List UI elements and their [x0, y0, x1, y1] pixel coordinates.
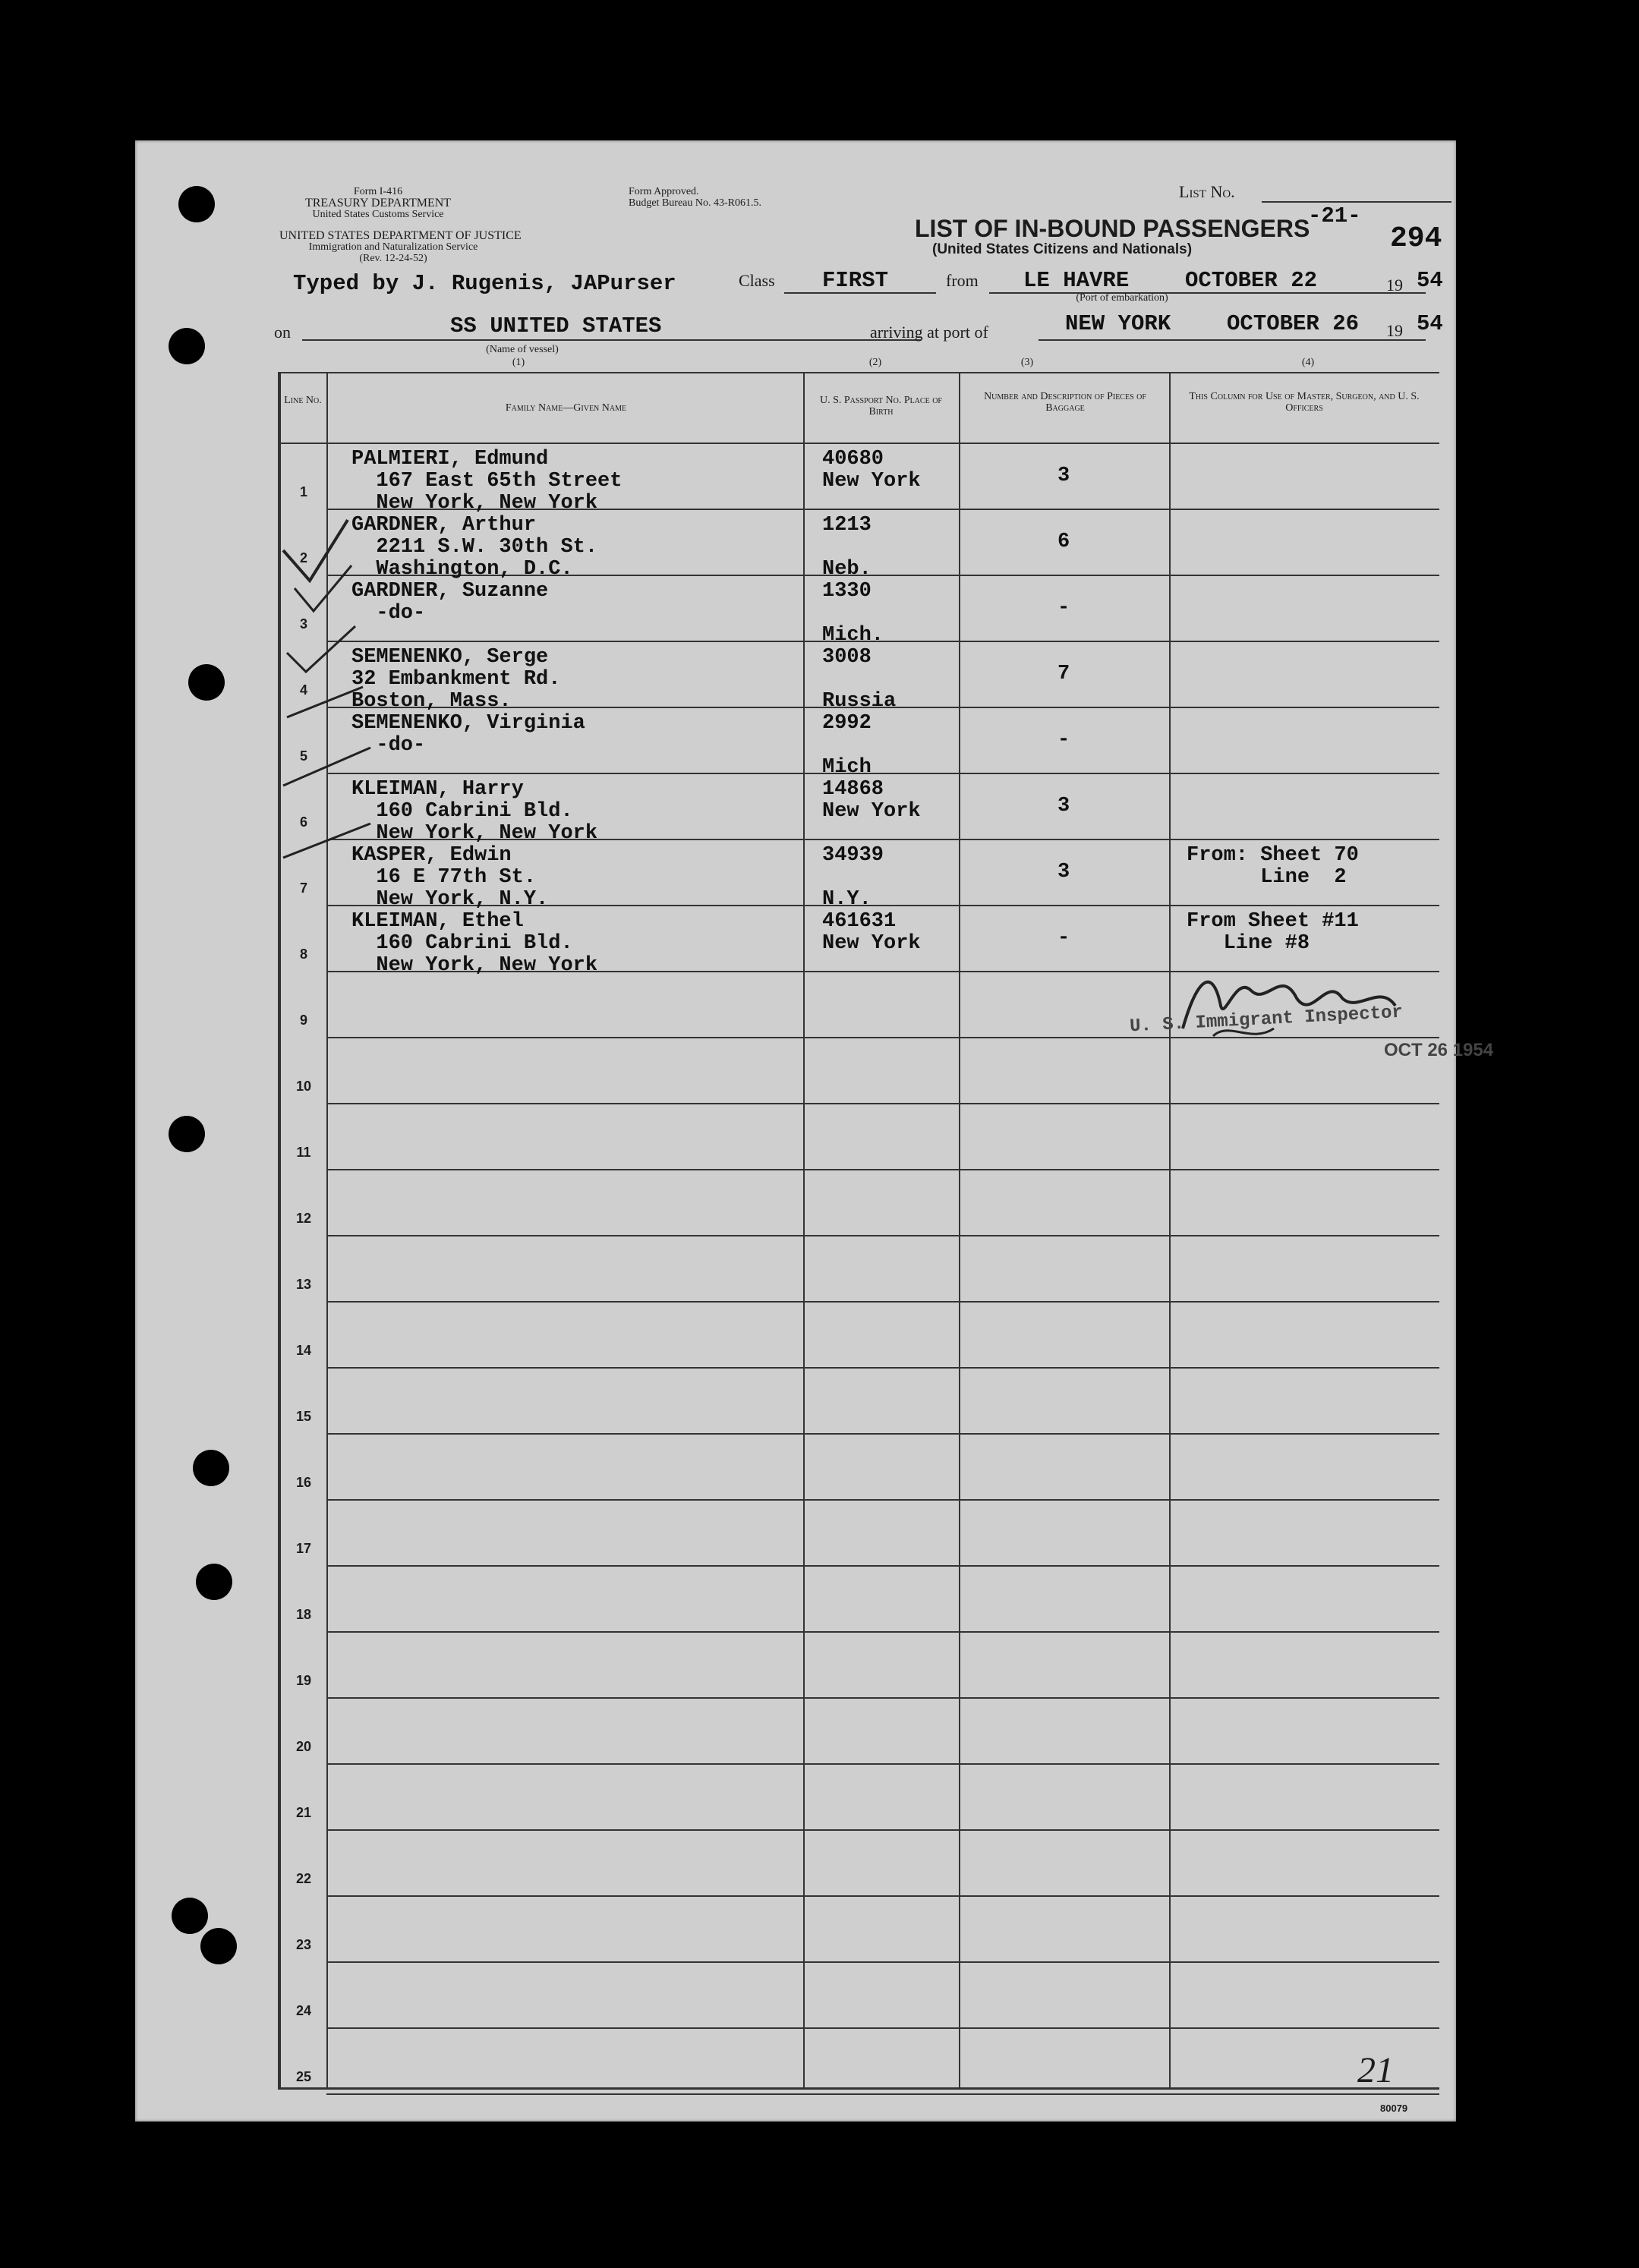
arrival-underline — [1039, 339, 1426, 341]
baggage-count: 6 — [1057, 531, 1070, 553]
arrival-date: OCTOBER 26 — [1227, 311, 1360, 336]
row-separator — [326, 2027, 1439, 2029]
line-number: 20 — [295, 1739, 312, 1754]
passport-birthplace: 2992 Mich — [822, 712, 872, 779]
year-1: 54 — [1417, 268, 1443, 293]
customs-service: United States Customs Service — [312, 209, 444, 220]
row-separator — [326, 1499, 1439, 1501]
line-number: 12 — [295, 1211, 312, 1226]
line-number: 4 — [299, 682, 307, 698]
line-number: 6 — [299, 814, 307, 830]
binder-hole — [169, 328, 205, 364]
column-number-3: (3) — [1020, 357, 1034, 368]
line-number: 24 — [295, 2003, 312, 2018]
class-value: FIRST — [822, 268, 889, 293]
check-marks — [279, 444, 507, 869]
line-number: 7 — [299, 880, 307, 896]
line-number: 21 — [295, 1805, 312, 1820]
year-2: 54 — [1417, 311, 1443, 336]
table-top-border — [278, 372, 1439, 373]
ins: Immigration and Naturalization Service — [308, 241, 478, 253]
line-number: 17 — [295, 1541, 312, 1556]
line-number: 3 — [299, 616, 307, 632]
form-approved: Form Approved. — [629, 186, 699, 197]
row-separator — [326, 1631, 1439, 1633]
embarkation-port: LE HAVRE — [1023, 268, 1130, 293]
table-bottom-border — [278, 2087, 1439, 2090]
page-subtitle: (United States Citizens and Nationals) — [932, 241, 1193, 257]
row-separator — [326, 1301, 1439, 1303]
binder-hole — [196, 1564, 232, 1600]
arriving-label: arriving at port of — [870, 323, 988, 342]
row-separator — [326, 1829, 1439, 1831]
year-prefix-1: 19 — [1386, 276, 1403, 295]
baggage-count: 3 — [1057, 861, 1070, 884]
baggage-count: 7 — [1057, 663, 1070, 685]
line-number: 11 — [296, 1145, 311, 1160]
line-number: 16 — [295, 1475, 312, 1490]
revision: (Rev. 12-24-52) — [359, 253, 427, 264]
header-baggage: Number and Description of Pieces of Baggage — [984, 391, 1146, 414]
vessel-caption: (Name of vessel) — [486, 344, 559, 355]
officer-remarks: From: Sheet 70 Line 2 — [1187, 844, 1359, 889]
passenger-name: KASPER, Edwin 16 E 77th St. New York, N.Y. — [351, 844, 549, 911]
approval-block — [629, 186, 856, 209]
passenger-name: KLEIMAN, Ethel 160 Cabrini Bld. New York, New York — [351, 910, 598, 977]
budget-bureau: Budget Bureau No. 43-R061.5. — [629, 197, 761, 209]
line-number: 1 — [299, 484, 307, 499]
passport-birthplace: 1330 Mich. — [822, 580, 884, 647]
form-code: 80079 — [1380, 2103, 1408, 2114]
sheet-number: 294 — [1390, 222, 1442, 255]
line-number: 5 — [299, 748, 307, 764]
passport-birthplace: 1213 Neb. — [822, 514, 872, 581]
baggage-count: 3 — [1057, 465, 1070, 487]
row-separator — [326, 2093, 1439, 2095]
line-number: 18 — [295, 1607, 312, 1622]
doj-block — [279, 229, 522, 264]
vessel-underline — [302, 339, 921, 341]
line-number: 23 — [295, 1937, 312, 1952]
line-number: 15 — [295, 1409, 312, 1424]
passenger-name: KLEIMAN, Harry 160 Cabrini Bld. New York, New York — [351, 778, 598, 845]
officer-remarks: From Sheet #11 Line #8 — [1187, 910, 1359, 955]
header-line-no: Line No. — [284, 395, 322, 406]
line-number: 14 — [295, 1343, 312, 1358]
header-officers: This Column for Use of Master, Surgeon, and U. S. Officers — [1189, 391, 1420, 414]
row-separator — [326, 1103, 1439, 1104]
stamp-date: OCT 26 1954 — [1384, 1040, 1494, 1060]
row-separator — [326, 1895, 1439, 1897]
row-separator — [326, 1961, 1439, 1963]
baggage-count: - — [1057, 927, 1070, 950]
line-number: 8 — [299, 947, 307, 962]
binder-hole — [200, 1928, 237, 1964]
column-number-4: (4) — [1301, 357, 1315, 368]
form-number: Form I-416 — [353, 186, 403, 197]
row-separator — [326, 1169, 1439, 1170]
vessel-name: SS UNITED STATES — [450, 313, 662, 339]
row-separator — [326, 1697, 1439, 1699]
list-no-value: -21- — [1308, 203, 1361, 228]
row-separator — [326, 1235, 1439, 1236]
header-passport: U. S. Passport No. Place of Birth — [820, 395, 942, 417]
doj: UNITED STATES DEPARTMENT OF JUSTICE — [279, 229, 522, 242]
departure-date: OCTOBER 22 — [1185, 268, 1318, 293]
list-no-underline — [1262, 201, 1451, 203]
passenger-name: GARDNER, Suzanne -do- — [351, 580, 549, 625]
row-separator — [326, 1433, 1439, 1435]
line-number: 10 — [295, 1079, 312, 1094]
passenger-name: GARDNER, Arthur 2211 S.W. 30th St. Washington, D.C. — [351, 514, 598, 581]
row-separator — [326, 1367, 1439, 1369]
form-info — [264, 186, 492, 220]
arrival-port: NEW YORK — [1065, 311, 1171, 336]
line-number: 2 — [299, 550, 307, 565]
manifest-sheet — [135, 140, 1494, 2122]
list-no-label: List No. — [1179, 182, 1235, 201]
passport-birthplace: 34939 N.Y. — [822, 844, 884, 911]
passenger-name: SEMENENKO, Virginia -do- — [351, 712, 585, 757]
inspector-stamp: U. S. Immigrant Inspector — [1129, 1002, 1404, 1038]
page-mark: 21 — [1357, 2050, 1394, 2090]
line-number: 25 — [295, 2069, 312, 2084]
binder-hole — [193, 1450, 229, 1486]
line-number: 13 — [295, 1277, 312, 1292]
passport-birthplace: 40680 New York — [822, 448, 921, 493]
baggage-count: - — [1057, 729, 1070, 751]
binder-hole — [188, 664, 225, 701]
line-number: 19 — [295, 1673, 312, 1688]
baggage-count: - — [1057, 597, 1070, 619]
header-name: Family Name—Given Name — [505, 402, 627, 414]
port-caption: (Port of embarkation) — [1076, 292, 1168, 304]
row-separator — [326, 1763, 1439, 1765]
line-number: 9 — [299, 1013, 307, 1028]
typed-by: Typed by J. Rugenis, JAPurser — [293, 271, 676, 296]
column-number-1: (1) — [512, 357, 525, 368]
page-title: LIST OF IN-BOUND PASSENGERS — [915, 215, 1310, 242]
passport-birthplace: 461631 New York — [822, 910, 921, 955]
binder-hole — [172, 1898, 208, 1934]
row-separator — [326, 1565, 1439, 1567]
passport-birthplace: 3008 Russia — [822, 646, 897, 713]
on-label: on — [274, 323, 291, 342]
line-number: 22 — [295, 1871, 312, 1886]
passport-birthplace: 14868 New York — [822, 778, 921, 823]
class-label: Class — [739, 271, 775, 290]
baggage-count: 3 — [1057, 795, 1070, 817]
passenger-name: SEMENENKO, Serge 32 Embankment Rd. Boston, Mass. — [351, 646, 561, 713]
binder-hole — [169, 1116, 205, 1152]
passenger-name: PALMIERI, Edmund 167 East 65th Street New York, New York — [351, 448, 623, 515]
binder-hole — [178, 186, 215, 222]
treasury-department: TREASURY DEPARTMENT — [304, 197, 452, 209]
column-number-2: (2) — [868, 357, 882, 368]
year-prefix-2: 19 — [1386, 321, 1403, 340]
from-label: from — [946, 271, 979, 290]
